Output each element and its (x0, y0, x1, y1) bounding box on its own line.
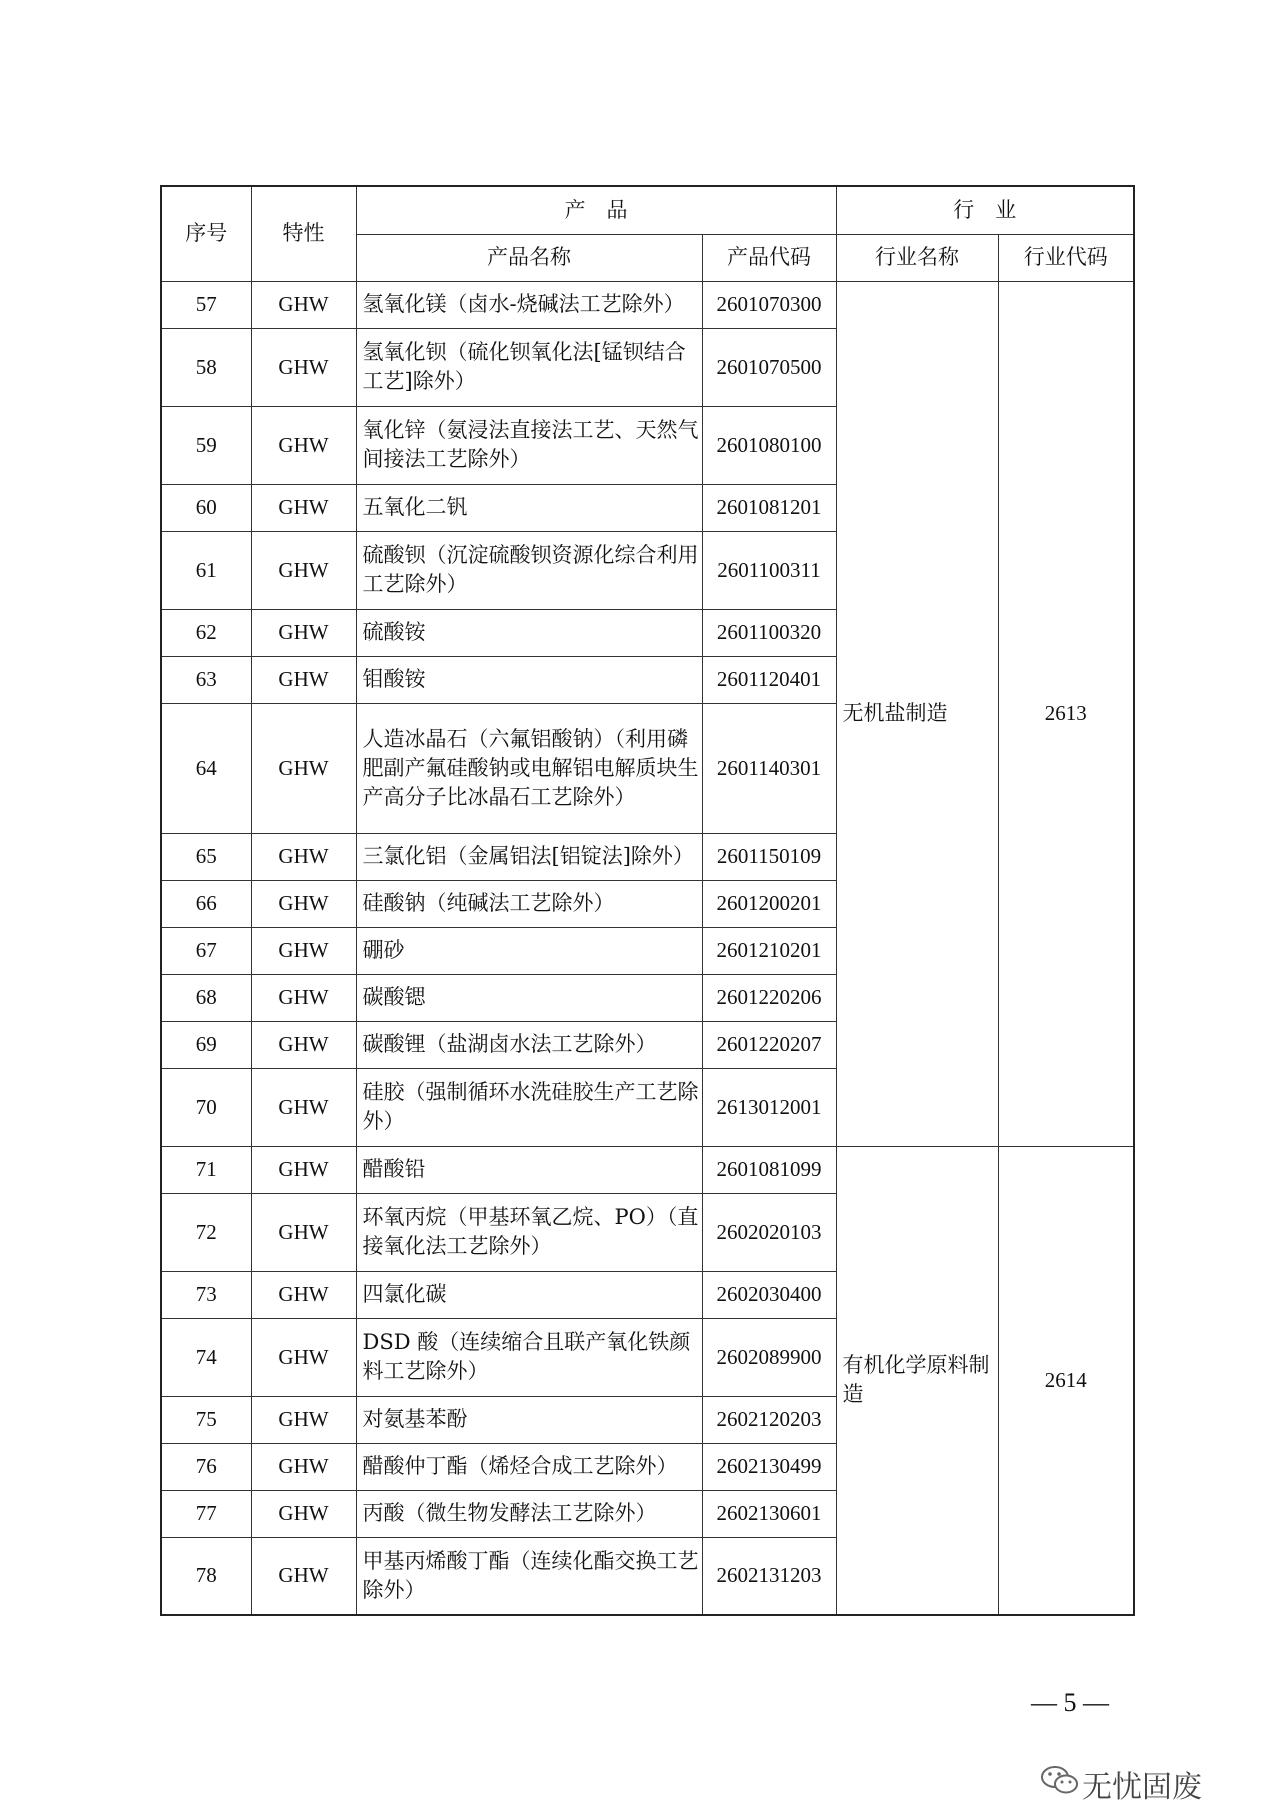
row-attr: GHW (251, 974, 356, 1021)
row-seq: 63 (161, 656, 251, 703)
row-product-code: 2601081201 (702, 484, 836, 531)
industry-name-cell: 有机化学原料制造 (836, 1146, 998, 1615)
table-header (161, 186, 1134, 281)
row-seq: 69 (161, 1021, 251, 1068)
row-attr: GHW (251, 656, 356, 703)
industry-code-cell: 2614 (998, 1146, 1134, 1615)
row-product-name: 氧化锌（氨浸法直接法工艺、天然气间接法工艺除外） (356, 406, 702, 484)
row-product-name: 碳酸锶 (356, 974, 702, 1021)
row-product-name: 五氧化二钒 (356, 484, 702, 531)
row-attr: GHW (251, 1271, 356, 1318)
header-industry-code: 行业代码 (998, 234, 1134, 281)
row-attr: GHW (251, 833, 356, 880)
row-attr: GHW (251, 1318, 356, 1396)
header-industry-group: 行 业 (836, 186, 1134, 234)
row-product-name: 人造冰晶石（六氟铝酸钠）（利用磷肥副产氟硅酸钠或电解铝电解质块生产高分子比冰晶石工艺除外） (356, 703, 702, 833)
row-attr: GHW (251, 281, 356, 328)
table-body (161, 281, 1134, 1615)
row-attr: GHW (251, 1443, 356, 1490)
row-product-code: 2601210201 (702, 927, 836, 974)
row-product-code: 2602120203 (702, 1396, 836, 1443)
row-attr: GHW (251, 1396, 356, 1443)
header-product-group: 产 品 (356, 186, 836, 234)
row-attr: GHW (251, 1021, 356, 1068)
table-row (161, 1146, 1134, 1193)
row-product-name: 硫酸钡（沉淀硫酸钡资源化综合利用工艺除外） (356, 531, 702, 609)
row-attr: GHW (251, 1146, 356, 1193)
row-seq: 58 (161, 328, 251, 406)
row-product-code: 2601100320 (702, 609, 836, 656)
row-seq: 78 (161, 1537, 251, 1615)
row-product-code: 2601070300 (702, 281, 836, 328)
row-product-code: 2601200201 (702, 880, 836, 927)
row-attr: GHW (251, 1537, 356, 1615)
row-seq: 60 (161, 484, 251, 531)
row-product-name: 三氯化铝（金属铝法[铝锭法]除外） (356, 833, 702, 880)
page-number: — 5 — (1031, 1688, 1109, 1717)
row-product-code: 2602089900 (702, 1318, 836, 1396)
row-product-name: 对氨基苯酚 (356, 1396, 702, 1443)
row-attr: GHW (251, 531, 356, 609)
row-product-code: 2613012001 (702, 1068, 836, 1146)
row-seq: 57 (161, 281, 251, 328)
row-product-code: 2601081099 (702, 1146, 836, 1193)
row-product-name: 丙酸（微生物发酵法工艺除外） (356, 1490, 702, 1537)
row-product-code: 2602130601 (702, 1490, 836, 1537)
row-product-code: 2601080100 (702, 406, 836, 484)
industry-code-cell: 2613 (998, 281, 1134, 1146)
row-attr: GHW (251, 1490, 356, 1537)
product-industry-table (160, 185, 1135, 1616)
row-product-code: 2602130499 (702, 1443, 836, 1490)
row-seq: 65 (161, 833, 251, 880)
row-seq: 75 (161, 1396, 251, 1443)
row-seq: 77 (161, 1490, 251, 1537)
row-product-name: 甲基丙烯酸丁酯（连续化酯交换工艺除外） (356, 1537, 702, 1615)
wechat-icon (1040, 1764, 1080, 1796)
row-attr: GHW (251, 703, 356, 833)
row-seq: 70 (161, 1068, 251, 1146)
row-attr: GHW (251, 927, 356, 974)
row-attr: GHW (251, 880, 356, 927)
row-seq: 61 (161, 531, 251, 609)
row-seq: 74 (161, 1318, 251, 1396)
row-product-code: 2602131203 (702, 1537, 836, 1615)
row-seq: 59 (161, 406, 251, 484)
row-attr: GHW (251, 1068, 356, 1146)
row-seq: 67 (161, 927, 251, 974)
row-seq: 68 (161, 974, 251, 1021)
row-seq: 71 (161, 1146, 251, 1193)
row-product-name: 环氧丙烷（甲基环氧乙烷、PO）（直接氧化法工艺除外） (356, 1193, 702, 1271)
row-product-code: 2601220206 (702, 974, 836, 1021)
header-seq: 序号 (161, 186, 251, 281)
header-industry-name: 行业名称 (836, 234, 998, 281)
row-product-name: 硫酸铵 (356, 609, 702, 656)
row-product-name: 醋酸铅 (356, 1146, 702, 1193)
row-product-code: 2601100311 (702, 531, 836, 609)
watermark-text: 无忧固废 (1082, 1770, 1202, 1805)
row-attr: GHW (251, 609, 356, 656)
row-product-code: 2602030400 (702, 1271, 836, 1318)
header-attr: 特性 (251, 186, 356, 281)
row-seq: 73 (161, 1271, 251, 1318)
row-product-code: 2601150109 (702, 833, 836, 880)
row-seq: 64 (161, 703, 251, 833)
row-seq: 76 (161, 1443, 251, 1490)
header-product-code: 产品代码 (702, 234, 836, 281)
row-product-name: 碳酸锂（盐湖卤水法工艺除外） (356, 1021, 702, 1068)
row-attr: GHW (251, 328, 356, 406)
row-product-name: 四氯化碳 (356, 1271, 702, 1318)
row-attr: GHW (251, 1193, 356, 1271)
row-seq: 72 (161, 1193, 251, 1271)
industry-name-cell: 无机盐制造 (836, 281, 998, 1146)
row-product-code: 2601220207 (702, 1021, 836, 1068)
row-attr: GHW (251, 484, 356, 531)
row-product-name: 硅胶（强制循环水洗硅胶生产工艺除外） (356, 1068, 702, 1146)
row-product-name: 氢氧化镁（卤水-烧碱法工艺除外） (356, 281, 702, 328)
row-product-code: 2602020103 (702, 1193, 836, 1271)
row-product-code: 2601120401 (702, 656, 836, 703)
header-product-name: 产品名称 (356, 234, 702, 281)
row-product-name: 钼酸铵 (356, 656, 702, 703)
row-product-code: 2601140301 (702, 703, 836, 833)
table-row (161, 281, 1134, 328)
row-seq: 66 (161, 880, 251, 927)
row-product-name: 氢氧化钡（硫化钡氧化法[锰钡结合工艺]除外） (356, 328, 702, 406)
row-product-code: 2601070500 (702, 328, 836, 406)
row-seq: 62 (161, 609, 251, 656)
row-product-name: 醋酸仲丁酯（烯烃合成工艺除外） (356, 1443, 702, 1490)
row-product-name: 硼砂 (356, 927, 702, 974)
row-product-name: DSD 酸（连续缩合且联产氧化铁颜料工艺除外） (356, 1318, 702, 1396)
row-product-name: 硅酸钠（纯碱法工艺除外） (356, 880, 702, 927)
row-attr: GHW (251, 406, 356, 484)
